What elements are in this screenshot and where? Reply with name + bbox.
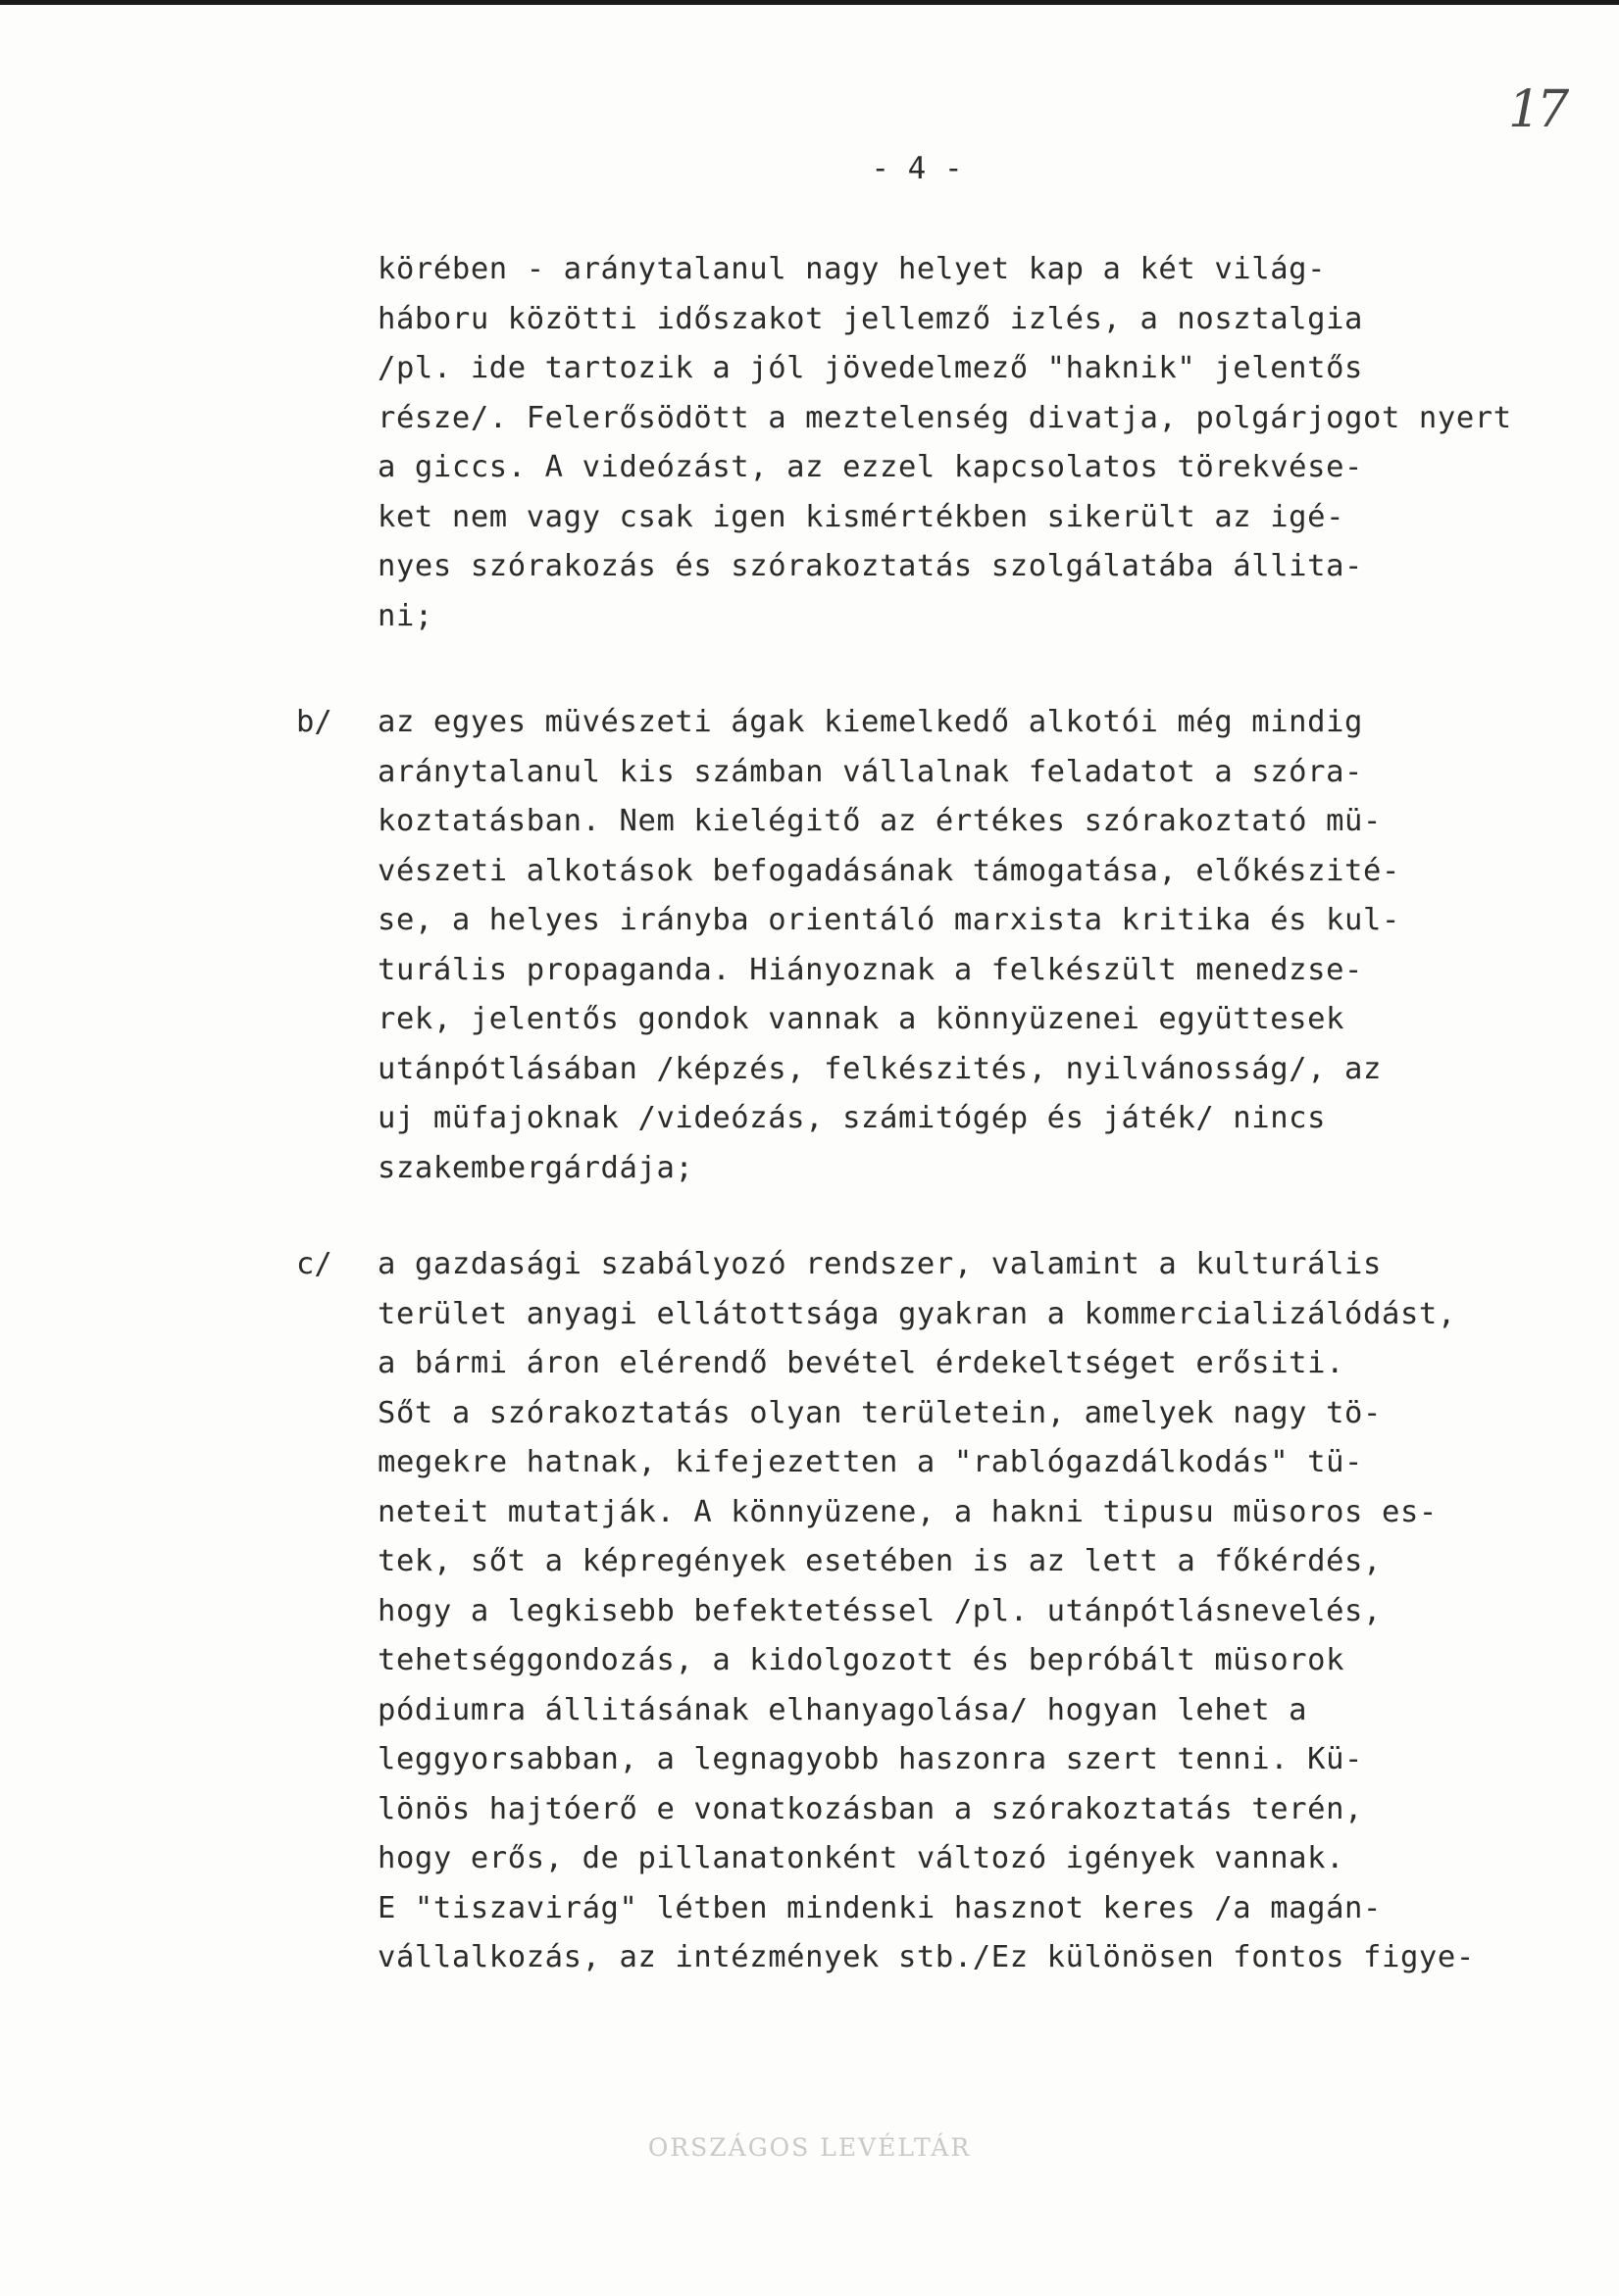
text-line: koztatásban. Nem kielégitő az értékes szórakoztató mü- bbox=[378, 804, 1382, 838]
text-line: a giccs. A videózást, az ezzel kapcsolatos törekvése- bbox=[378, 450, 1364, 484]
text-line: /pl. ide tartozik a jól jövedelmező "haknik" jelentős bbox=[378, 351, 1364, 385]
section-b-marker: b/ bbox=[296, 705, 332, 739]
text-line: a gazdasági szabályozó rendszer, valamint a kulturális bbox=[378, 1247, 1382, 1281]
text-line: hogy a legkisebb befektetéssel /pl. utánpótlásnevelés, bbox=[378, 1593, 1382, 1628]
text-line: se, a helyes irányba orientáló marxista kritika és kul- bbox=[378, 903, 1400, 937]
page-number: - 4 - bbox=[871, 151, 963, 186]
text-line: nyes szórakozás és szórakoztatás szolgálatába állita- bbox=[378, 549, 1364, 583]
text-line: tek, sőt a képregények esetében is az lett a főkérdés, bbox=[378, 1544, 1382, 1578]
text-line: az egyes müvészeti ágak kiemelkedő alkotói még mindig bbox=[378, 705, 1364, 739]
text-line: ni; bbox=[378, 598, 433, 633]
text-line: a bármi áron elérendő bevétel érdekeltséget erősiti. bbox=[378, 1346, 1345, 1380]
text-line: körében - aránytalanul nagy helyet kap a két világ- bbox=[378, 252, 1327, 286]
text-line: turális propaganda. Hiányoznak a felkészült menedzse- bbox=[378, 952, 1364, 987]
text-line: aránytalanul kis számban vállalnak feladatot a szóra- bbox=[378, 754, 1364, 789]
text-line: utánpótlásában /képzés, felkészités, nyilvánosság/, az bbox=[378, 1051, 1382, 1086]
handwritten-folio-number: 17 bbox=[1508, 80, 1566, 139]
text-line: rek, jelentős gondok vannak a könnyüzenei együttesek bbox=[378, 1002, 1345, 1036]
text-line: leggyorsabban, a legnagyobb haszonra szert tenni. Kü- bbox=[378, 1742, 1364, 1776]
text-line: Sőt a szórakoztatás olyan területein, amelyek nagy tö- bbox=[378, 1395, 1382, 1430]
archive-stamp: ORSZÁGOS LEVÉLTÁR bbox=[647, 2133, 972, 2162]
scan-top-edge bbox=[0, 0, 1619, 5]
text-line: vészeti alkotások befogadásának támogatása, előkészité- bbox=[378, 853, 1400, 888]
text-line: uj müfajoknak /videózás, számitógép és játék/ nincs bbox=[378, 1101, 1327, 1135]
text-line: hogy erős, de pillanatonként változó igények vannak. bbox=[378, 1841, 1345, 1875]
text-line: E "tiszavirág" létben mindenki hasznot keres /a magán- bbox=[378, 1890, 1382, 1925]
text-line: neteit mutatják. A könnyüzene, a hakni tipusu müsoros es- bbox=[378, 1494, 1438, 1529]
section-b-paragraph bbox=[378, 698, 1535, 1193]
text-line: vállalkozás, az intézmények stb./Ez különösen fontos figye- bbox=[378, 1940, 1475, 1974]
text-line: része/. Felerősödött a meztelenség divatja, polgárjogot nyert bbox=[378, 400, 1512, 435]
text-line: ket nem vagy csak igen kismértékben sikerült az igé- bbox=[378, 499, 1345, 534]
text-line: terület anyagi ellátottsága gyakran a kommercializálódást, bbox=[378, 1296, 1456, 1331]
text-line: szakembergárdája; bbox=[378, 1150, 694, 1185]
text-line: lönös hajtóerő e vonatkozásban a szórakoztatás terén, bbox=[378, 1791, 1364, 1826]
section-c-paragraph bbox=[378, 1240, 1535, 1983]
text-line: megekre hatnak, kifejezetten a "rablógazdálkodás" tü- bbox=[378, 1445, 1364, 1479]
text-line: háboru közötti időszakot jellemző izlés, a nosztalgia bbox=[378, 301, 1364, 336]
text-line: pódiumra állitásának elhanyagolása/ hogyan lehet a bbox=[378, 1692, 1308, 1727]
continuation-paragraph bbox=[378, 245, 1535, 641]
text-line: tehetséggondozás, a kidolgozott és bepróbált müsorok bbox=[378, 1643, 1345, 1677]
section-c-marker: c/ bbox=[296, 1247, 332, 1281]
